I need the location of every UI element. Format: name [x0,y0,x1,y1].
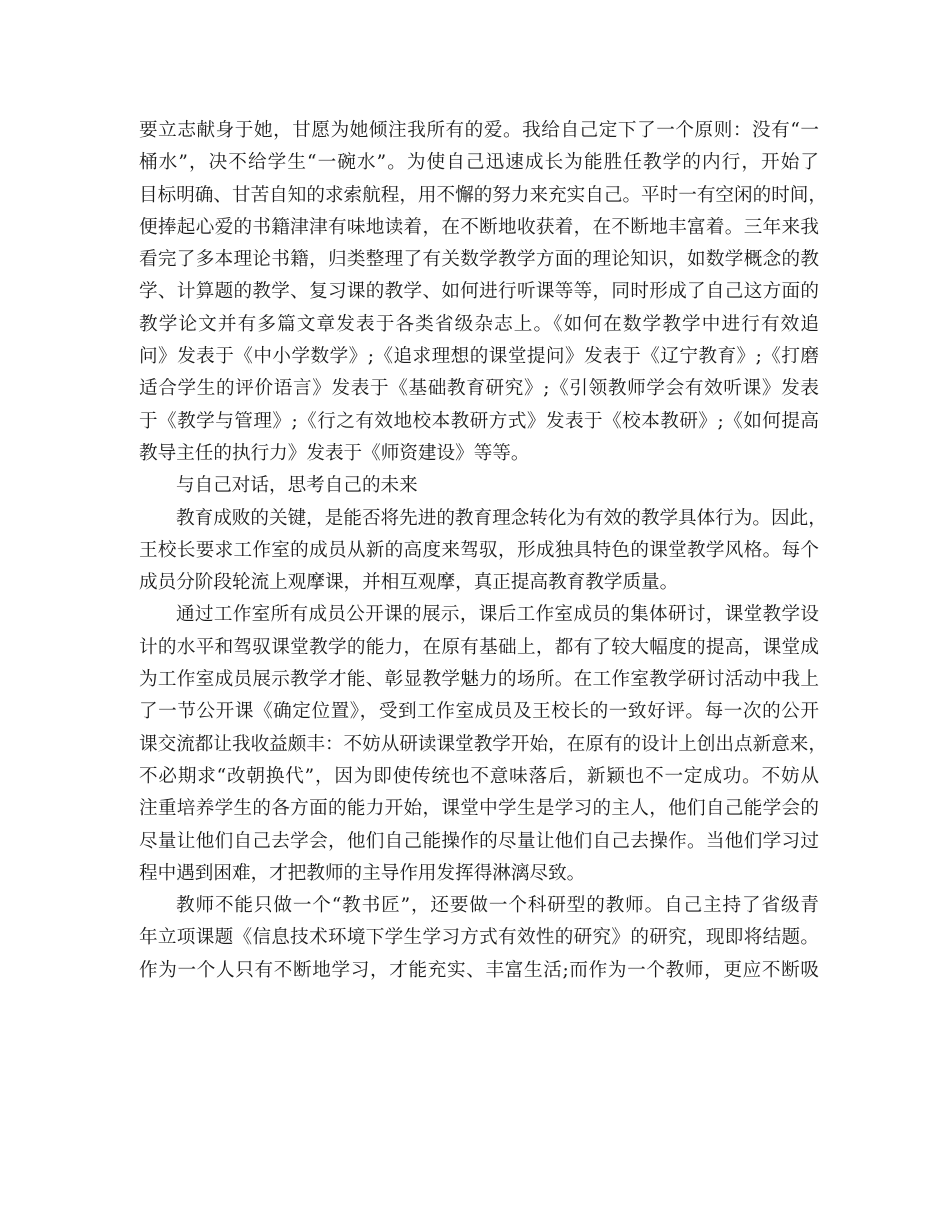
text-line: 尽量让他们自己去学会，他们自己能操作的尽量让他们自己去操作。当他们学习过 [139,830,819,852]
text-line: 计的水平和驾驭课堂教学的能力，在原有基础上，都有了较大幅度的提高，课堂成 [139,636,819,658]
text-line: 作为一个人只有不断地学习，才能充实、丰富生活;而作为一个教师，更应不断吸 [139,959,819,981]
text-line: 王校长要求工作室的成员从新的高度来驾驭，形成独具特色的课堂教学风格。每个 [139,539,819,561]
text-line: 不必期求“改朝换代”，因为即使传统也不意味落后，新颖也不一定成功。不妨从 [139,765,819,787]
section-heading: 与自己对话，思考自己的未来 [176,475,418,497]
text-line: 看完了多本理论书籍，归类整理了有关数学教学方面的理论知识，如数学概念的教 [139,249,819,271]
text-line: 于《教学与管理》;《行之有效地校本教研方式》发表于《校本教研》;《如何提高 [139,410,819,432]
text-line: 课交流都让我收益颇丰：不妨从研读课堂教学开始，在原有的设计上创出点新意来， [139,733,827,755]
text-line: 便捧起心爱的书籍津津有味地读着，在不断地收获着，在不断地丰富着。三年来我 [139,216,819,238]
text-line: 程中遇到困难，才把教师的主导作用发挥得淋漓尽致。 [139,862,586,884]
text-line: 桶水”，决不给学生“一碗水”。为使自己迅速成长为能胜任教学的内行，开始了 [139,152,819,174]
text-line: 注重培养学生的各方面的能力开始，课堂中学生是学习的主人，他们自己能学会的 [139,798,819,820]
text-line: 教师不能只做一个“教书匠”，还要做一个科研型的教师。自己主持了省级青 [176,895,819,917]
text-line: 年立项课题《信息技术环境下学生学习方式有效性的研究》的研究，现即将结题。 [139,927,819,949]
text-line: 适合学生的评价语言》发表于《基础教育研究》;《引领教师学会有效听课》发表 [139,378,819,400]
text-line: 学、计算题的教学、复习课的教学、如何进行听课等等，同时形成了自己这方面的 [139,281,819,303]
text-line: 要立志献身于她，甘愿为她倾注我所有的爱。我给自己定下了一个原则：没有“一 [139,120,819,141]
text-line: 问》发表于《中小学数学》;《追求理想的课堂提问》发表于《辽宁教育》;《打磨 [139,346,819,368]
text-line: 为工作室成员展示教学才能、彰显教学魅力的场所。在工作室教学研讨活动中我上 [139,669,819,691]
text-line: 通过工作室所有成员公开课的展示，课后工作室成员的集体研讨，课堂教学设 [176,604,819,626]
text-line: 教导主任的执行力》发表于《师资建设》等等。 [139,442,530,464]
text-line: 教学论文并有多篇文章发表于各类省级杂志上。《如何在数学教学中进行有效追 [139,313,819,335]
body-text [139,115,827,987]
text-line: 目标明确、甘苦自知的求索航程，用不懈的努力来充实自己。平时一有空闲的时间， [139,184,827,206]
text-line: 教育成败的关键，是能否将先进的教育理念转化为有效的教学具体行为。因此， [176,507,827,529]
text-line: 了一节公开课《确定位置》，受到工作室成员及王校长的一致好评。每一次的公开 [139,701,819,723]
text-line: 成员分阶段轮流上观摩课，并相互观摩，真正提高教育教学质量。 [139,572,679,594]
